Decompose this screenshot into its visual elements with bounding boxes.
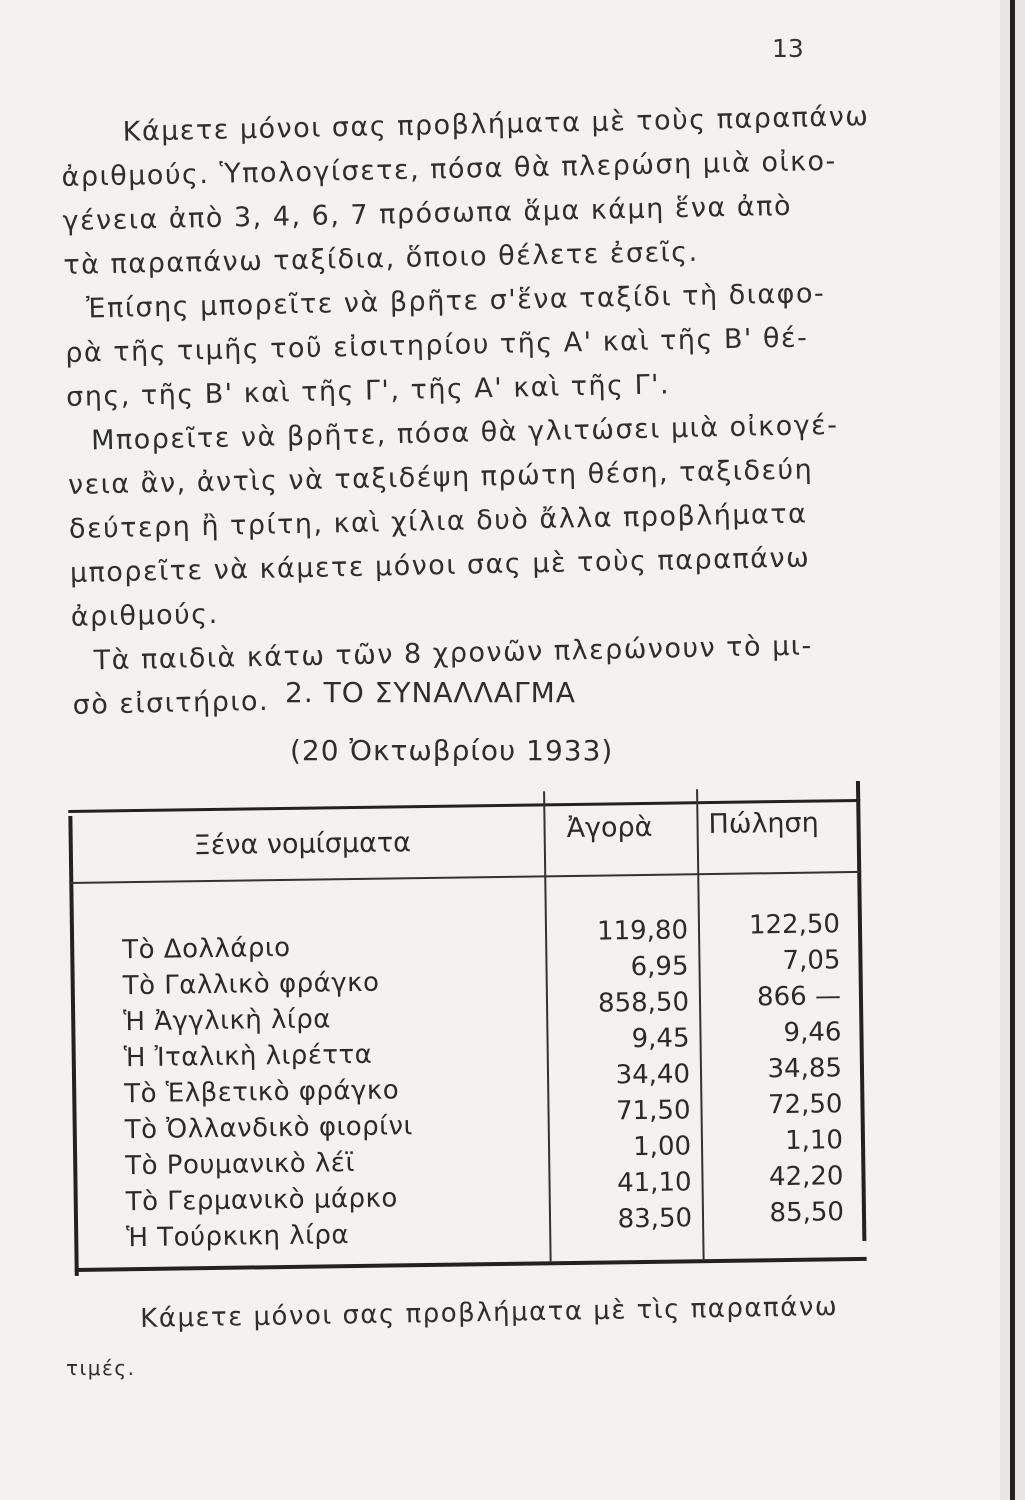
paragraph-line: γένεια ἀπὸ 3, 4, 6, 7 πρόσωπα ἅμα κάμη ἕνα ἀπὸ xyxy=(62,190,793,237)
header-sell: Πώληση xyxy=(708,807,819,841)
currency-name: Τὸ Ὀλλανδικὸ φιορίνι xyxy=(124,1111,414,1146)
header-rule xyxy=(69,871,861,884)
sell-rate: 34,85 xyxy=(767,1053,843,1085)
buy-rate: 34,40 xyxy=(615,1059,691,1091)
paragraph-line: δεύτερη ἢ τρίτη, καὶ χίλια δυὸ ἄλλα προβλήματα xyxy=(68,498,808,545)
header-currencies: Ξένα νομίσματα xyxy=(193,827,412,862)
sell-rate: 866 — xyxy=(756,981,842,1013)
sell-rate: 7,05 xyxy=(782,945,841,977)
section-date: (20 Ὀκτωβρίου 1933) xyxy=(290,734,614,767)
currency-name: Ἡ Ἰταλικὴ λιρέττα xyxy=(123,1039,373,1074)
header-buy: Ἀγορὰ xyxy=(566,811,653,845)
paragraph-line: Κάμετε μόνοι σας προβλήματα μὲ τοὺς παραπάνω xyxy=(122,101,870,148)
paragraph-line: νεια ἂν, ἀντὶς νὰ ταξιδέψη πρώτη θέση, ταξιδεύη xyxy=(67,454,814,501)
currency-name: Ἡ Ἀγγλικὴ λίρα xyxy=(123,1004,332,1038)
section-title: 2. ΤΟ ΣΥΝΑΛΛΑΓΜΑ xyxy=(285,676,576,709)
table-border-bottom xyxy=(75,1257,867,1272)
buy-rate: 858,50 xyxy=(597,987,690,1019)
sell-rate: 9,46 xyxy=(783,1017,842,1049)
buy-rate: 9,45 xyxy=(631,1023,690,1055)
paragraph-line: μπορεῖτε νὰ κάμετε μόνοι σας μὲ τοὺς παραπάνω xyxy=(69,542,811,589)
sell-rate: 85,50 xyxy=(769,1197,845,1229)
sell-rate: 1,10 xyxy=(784,1125,844,1157)
buy-rate: 6,95 xyxy=(630,951,689,983)
paragraph-line: Ἐπίσης μπορεῖτε νὰ βρῆτε σ'ἕνα ταξίδι τὴ διαφο- xyxy=(86,278,826,325)
paragraph-line: ἀριθμούς. xyxy=(70,598,219,633)
page-number: 13 xyxy=(772,34,804,63)
exchange-rates-table xyxy=(68,779,867,1285)
currency-name: Ἡ Τούρκικη λίρα xyxy=(126,1220,350,1254)
currency-name: Τὸ Γερμανικὸ μάρκο xyxy=(125,1183,398,1218)
binding-edge xyxy=(1010,0,1015,1500)
currency-name: Τὸ Ἑλβετικὸ φράγκο xyxy=(124,1075,400,1110)
currency-name: Τὸ Δολλάριο xyxy=(122,932,291,966)
buy-rate: 119,80 xyxy=(596,915,689,947)
column-divider xyxy=(696,789,705,1259)
paragraph-line: ἀριθμούς. Ὑπολογίσετε, πόσα θὰ πλερώση μιὰ οἰκο- xyxy=(61,145,838,193)
buy-rate: 41,10 xyxy=(616,1167,692,1199)
column-divider xyxy=(543,791,552,1261)
currency-name: Τὸ Ρουμανικὸ λέϊ xyxy=(125,1148,355,1182)
buy-rate: 71,50 xyxy=(615,1095,691,1127)
paragraph-line: Τὰ παιδιὰ κάτω τῶν 8 χρονῶν πλερώνουν τὸ μι- xyxy=(93,630,813,677)
sell-rate: 72,50 xyxy=(767,1089,843,1121)
paragraph-line: σης, τῆς Β' καὶ τῆς Γ', τῆς Α' καὶ τῆς Γ'. xyxy=(65,369,671,413)
paragraph-line: Μπορεῖτε νὰ βρῆτε, πόσα θὰ γλιτώσει μιὰ οἰκογέ- xyxy=(90,409,839,457)
currency-name: Τὸ Γαλλικὸ φράγκο xyxy=(122,967,380,1002)
sell-rate: 42,20 xyxy=(768,1161,844,1193)
paragraph-line: τὰ παραπάνω ταξίδια, ὅποιο θέλετε ἐσεῖς. xyxy=(63,236,699,281)
paragraph-line: σὸ εἰσιτήριο. xyxy=(72,685,270,721)
footer-text: Κάμετε μόνοι σας προβλήματα μὲ τὶς παραπάνω xyxy=(140,1291,839,1334)
paragraph-line: ρὰ τῆς τιμῆς τοῦ εἰσιτηρίου τῆς Α' καὶ τῆς Β' θέ- xyxy=(64,322,809,369)
footer-text: τιμές. xyxy=(66,1356,136,1380)
sell-rate: 122,50 xyxy=(748,909,841,941)
buy-rate: 1,00 xyxy=(632,1131,692,1163)
buy-rate: 83,50 xyxy=(617,1203,693,1235)
